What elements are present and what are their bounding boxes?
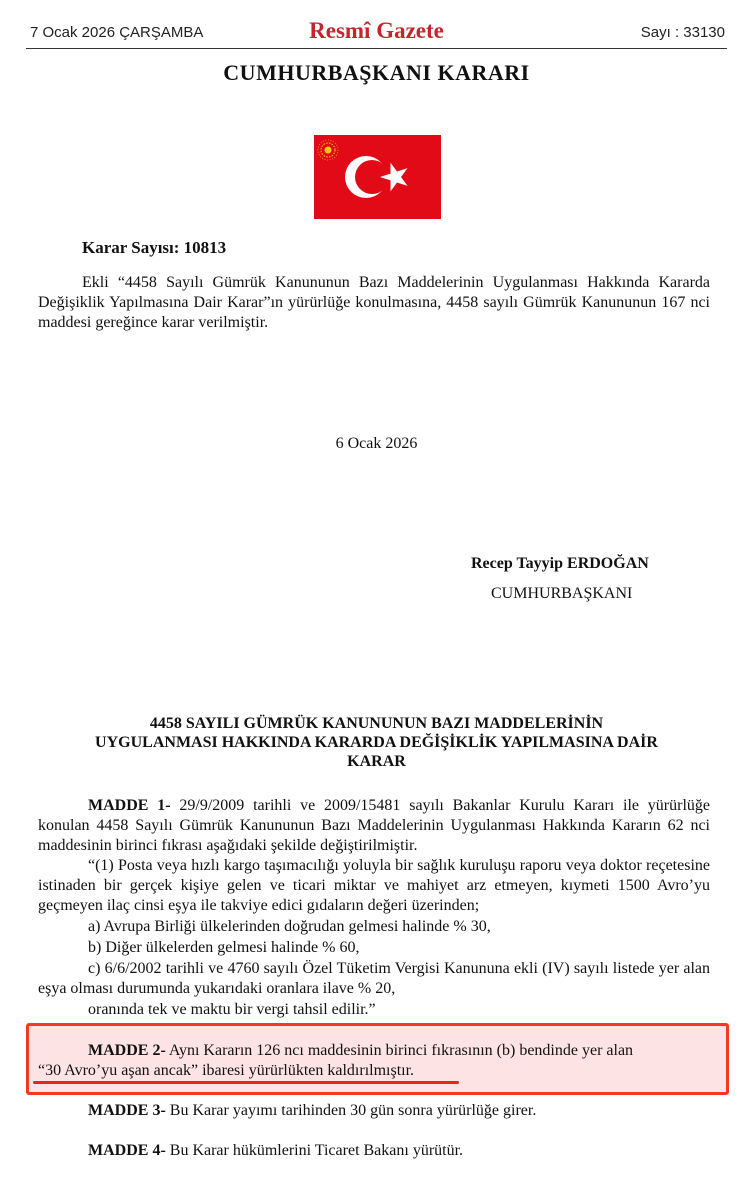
issue-date: 7 Ocak 2026 ÇARŞAMBA bbox=[30, 24, 204, 41]
article-3-label: MADDE 3- bbox=[88, 1102, 166, 1119]
article-1 bbox=[38, 796, 710, 856]
document-title: CUMHURBAŞKANI KARARI bbox=[223, 60, 530, 85]
article-2-text-2: “30 Avro’yu aşan ancak” ibaresi yürürlükten kaldırılmıştır. bbox=[38, 1062, 415, 1079]
signatory-title: CUMHURBAŞKANI bbox=[491, 585, 633, 602]
article-1-label: MADDE 1- bbox=[88, 797, 171, 814]
article-1-text: 29/9/2009 tarihli ve 2009/15481 sayılı Bakanlar Kurulu Kararı ile yürürlüğe konulan 4458 Sayılı Gümrük Kanununun Bazı Maddelerinin Uygulanması Hakkında Kararın 62 nci maddesinin birinci fıkrası aşağıdaki şekilde değiştirilmiştir. bbox=[38, 797, 711, 854]
signatory-name: Recep Tayyip ERDOĞAN bbox=[471, 555, 649, 572]
article-2 bbox=[38, 1041, 718, 1081]
article-2-text-1: Aynı Kararın 126 ncı maddesinin birinci fıkrasının (b) bendinde yer alan bbox=[165, 1042, 634, 1059]
signing-date: 6 Ocak 2026 bbox=[335, 435, 418, 452]
article-4-text: Bu Karar hükümlerini Ticaret Bakanı yürütür. bbox=[165, 1142, 464, 1159]
article-1-item-a: a) Avrupa Birliği ülkelerinden doğrudan gelmesi halinde % 30, bbox=[88, 918, 491, 935]
turkish-flag-icon bbox=[314, 135, 441, 219]
header-divider bbox=[26, 48, 727, 49]
article-1-item-b: b) Diğer ülkelerden gelmesi halinde % 60, bbox=[88, 939, 360, 956]
decision-number: Karar Sayısı: 10813 bbox=[82, 238, 227, 257]
article-3 bbox=[88, 1101, 536, 1121]
annex-title-line-1: 4458 SAYILI GÜMRÜK KANUNUNUN BAZI MADDELERİNİN bbox=[149, 715, 604, 732]
article-2-label: MADDE 2- bbox=[88, 1042, 166, 1059]
issue-number: Sayı : 33130 bbox=[640, 24, 725, 41]
article-3-text: Bu Karar yayımı tarihinden 30 gün sonra yürürlüğe girer. bbox=[165, 1102, 537, 1119]
gazette-name: Resmî Gazete bbox=[309, 18, 444, 43]
gazette-header bbox=[0, 0, 753, 48]
article-1-quote-intro: “(1) Posta veya hızlı kargo taşımacılığı yoluyla bir sağlık kuruluşu raporu veya doktor reçetesine istinaden bir gerçek kişiye gelen ve ticari miktar ve mahiyet arz etmeyen, kıymeti 1500 Avro’yu geçmeyen ilaç cinsi eşya ile takviye edici gıdaların değeri üzerinden; bbox=[38, 857, 710, 914]
annex-title bbox=[0, 714, 753, 771]
article-4-label: MADDE 4- bbox=[88, 1142, 166, 1159]
article-2-underline bbox=[33, 1081, 459, 1084]
annex-title-line-3: KARAR bbox=[347, 753, 406, 770]
article-1-item-c: c) 6/6/2002 tarihli ve 4760 sayılı Özel Tüketim Vergisi Kanununa ekli (IV) sayılı listede yer alan eşya olması durumunda yukarıdaki oranlara ilave % 20, bbox=[38, 960, 710, 997]
intro-paragraph: Ekli “4458 Sayılı Gümrük Kanununun Bazı Maddelerinin Uygulanması Hakkında Kararda Değişiklik Yapılmasına Dair Karar”ın yürürlüğe konulmasına, 4458 sayılı Gümrük Kanununun 167 nci maddesi gereğince karar verilmiştir. bbox=[38, 274, 710, 331]
article-2-line-1 bbox=[38, 1041, 718, 1061]
article-4 bbox=[88, 1141, 463, 1161]
annex-title-line-2: UYGULANMASI HAKKINDA KARARDA DEĞİŞİKLİK YAPILMASINA DAİR bbox=[95, 734, 658, 751]
article-1-closing: oranında tek ve maktu bir vergi tahsil edilir.” bbox=[88, 1001, 376, 1018]
